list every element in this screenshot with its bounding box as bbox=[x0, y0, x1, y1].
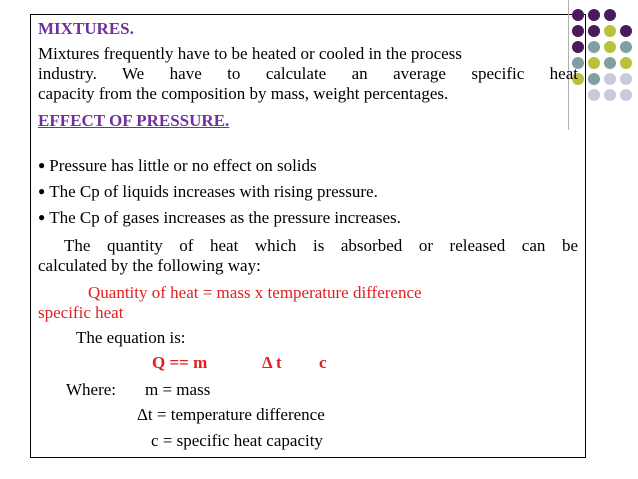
equation-q: Q == m bbox=[152, 353, 208, 372]
bullet-text: Pressure has little or no effect on solids bbox=[49, 156, 317, 175]
bullet-text: The Cp of liquids increases with rising pressure. bbox=[49, 182, 378, 201]
mixtures-text-line: capacity from the composition by mass, weight percentages. bbox=[38, 84, 449, 103]
bullet-item bbox=[38, 156, 317, 176]
decorative-dot bbox=[604, 73, 616, 85]
formula-line: specific heat bbox=[38, 303, 124, 322]
decorative-dot bbox=[620, 89, 632, 101]
decorative-dot bbox=[620, 73, 632, 85]
where-c: c = specific heat capacity bbox=[151, 431, 323, 450]
decorative-dot bbox=[604, 57, 616, 69]
formula-line: Quantity of heat = mass x temperature difference bbox=[88, 283, 422, 302]
decorative-dot bbox=[588, 57, 600, 69]
bullet-icon: ● bbox=[38, 184, 46, 198]
bullet-item bbox=[38, 208, 401, 228]
equation-c: c bbox=[319, 353, 327, 372]
decorative-dot bbox=[620, 57, 632, 69]
equation-delta-t: Δ t bbox=[262, 353, 282, 372]
bullet-item bbox=[38, 182, 378, 202]
heading-mixtures: MIXTURES. bbox=[38, 19, 134, 38]
bullet-icon: ● bbox=[38, 158, 46, 172]
heat-quantity-text-line: calculated by the following way: bbox=[38, 256, 261, 275]
decorative-dot bbox=[588, 89, 600, 101]
mixtures-text-line: industry. We have to calculate an average specific heat bbox=[38, 64, 578, 83]
decorative-dot bbox=[588, 25, 600, 37]
decorative-dot bbox=[604, 41, 616, 53]
decorative-dot bbox=[604, 25, 616, 37]
where-delta-t: Δt = temperature difference bbox=[137, 405, 325, 424]
decorative-dot bbox=[588, 41, 600, 53]
decorative-dot bbox=[588, 73, 600, 85]
mixtures-text-line: Mixtures frequently have to be heated or cooled in the process bbox=[38, 44, 462, 63]
bullet-text: The Cp of gases increases as the pressure increases. bbox=[49, 208, 401, 227]
decorative-dot bbox=[572, 41, 584, 53]
where-m: m = mass bbox=[145, 380, 211, 399]
decorative-dot bbox=[572, 25, 584, 37]
decorative-dot bbox=[620, 41, 632, 53]
heading-effect-of-pressure: EFFECT OF PRESSURE. bbox=[38, 111, 230, 130]
equation-label: The equation is: bbox=[76, 328, 186, 347]
heat-quantity-text-line: The quantity of heat which is absorbed or released can be bbox=[64, 236, 578, 255]
where-label: Where: bbox=[66, 380, 117, 399]
bullet-icon: ● bbox=[38, 210, 46, 224]
decorative-dot bbox=[572, 9, 584, 21]
decorative-dot bbox=[620, 25, 632, 37]
decorative-dot bbox=[588, 9, 600, 21]
decorative-dot bbox=[604, 89, 616, 101]
decorative-dot bbox=[604, 9, 616, 21]
